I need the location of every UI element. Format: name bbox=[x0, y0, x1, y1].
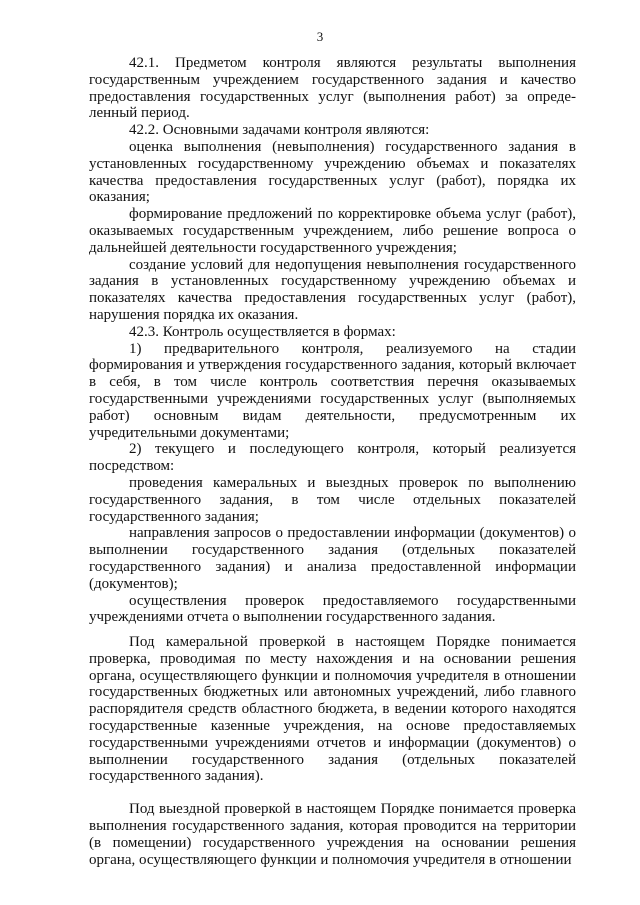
paragraph-form-preliminary: 1) предварительного контроля, реализуемого на стадии формирования и утверждения государственного задания, который включает в себя, в том числе контроль соответствия перечня оказываемых государственными учреждениями государственных услуг (выполняемых работ) основным видам деятельности, предусмотренным их учредительными документами; bbox=[89, 340, 576, 441]
paragraph-task-evaluation: оценка выполнения (невыполнения) государственного задания в установленных государственному учреждению объемах и показателях качества предоставления государственных услуг (работ), порядка их оказания; bbox=[89, 138, 576, 206]
paragraph-report-checks: осуществления проверок предоставляемого государственными учреждениями отчета о выполнении государственного задания. bbox=[89, 592, 576, 626]
page-number: 3 bbox=[316, 29, 324, 44]
paragraph-form-current: 2) текущего и последующего контроля, который реализуется посредством: bbox=[89, 441, 576, 475]
paragraph-field-audit: Под выездной проверкой в настоящем Порядке понимается проверка выполнения государственного задания, которая проводится на территории (в помещении) государственного учреждения на основании решения органа, осуществляющего функции и полномочия учредителя в отношении bbox=[89, 801, 576, 868]
paragraph-desk-audit: Под камеральной проверкой в настоящем Порядке понимается проверка, проводимая по месту нахождения и на основании решения органа, осуществляющего функции и полномочия учредителя в отношении государственных бюджетных или автономных учреждений, либо главного распорядителя средств областного бюджета, в ведении которого находятся государственные казенные учреждения, на основе предоставляемых государственными учреждениями отчетов и информации (документов) о выполнении государственного задания (отдельных показателей государственного задания). bbox=[89, 634, 576, 785]
paragraph-task-proposals: формирование предложений по корректировке объема услуг (работ), оказываемых государственным учреждением, либо решение вопроса о дальнейшей деятельности государственного учреждения; bbox=[89, 206, 576, 256]
paragraph-task-conditions: создание условий для недопущения невыполнения государственного задания в установленных государственному учреждению объемах и показателях качества предоставления государственных услуг (работ), нарушения порядка их оказания. bbox=[89, 256, 576, 323]
paragraph-42-3: 42.3. Контроль осуществляется в формах: bbox=[129, 323, 396, 340]
paragraph-inspections: проведения камеральных и выездных проверок по выполнению государственного задания, в том числе отдельных показателей государственного задания; bbox=[89, 474, 576, 525]
paragraph-requests: направления запросов о предоставлении информации (документов) о выполнении государственного задания (отдельных показателей государственного задания) и анализа предоставленной информации (документов); bbox=[89, 525, 576, 592]
paragraph-42-2: 42.2. Основными задачами контроля являются: bbox=[129, 122, 430, 139]
document-body bbox=[89, 55, 576, 868]
paragraph-42-1: 42.1. Предметом контроля являются результаты выполнения государственным учреждением государственного задания и качество предоставления государственных услуг (выполнения работ) за определенный период. bbox=[89, 55, 576, 122]
